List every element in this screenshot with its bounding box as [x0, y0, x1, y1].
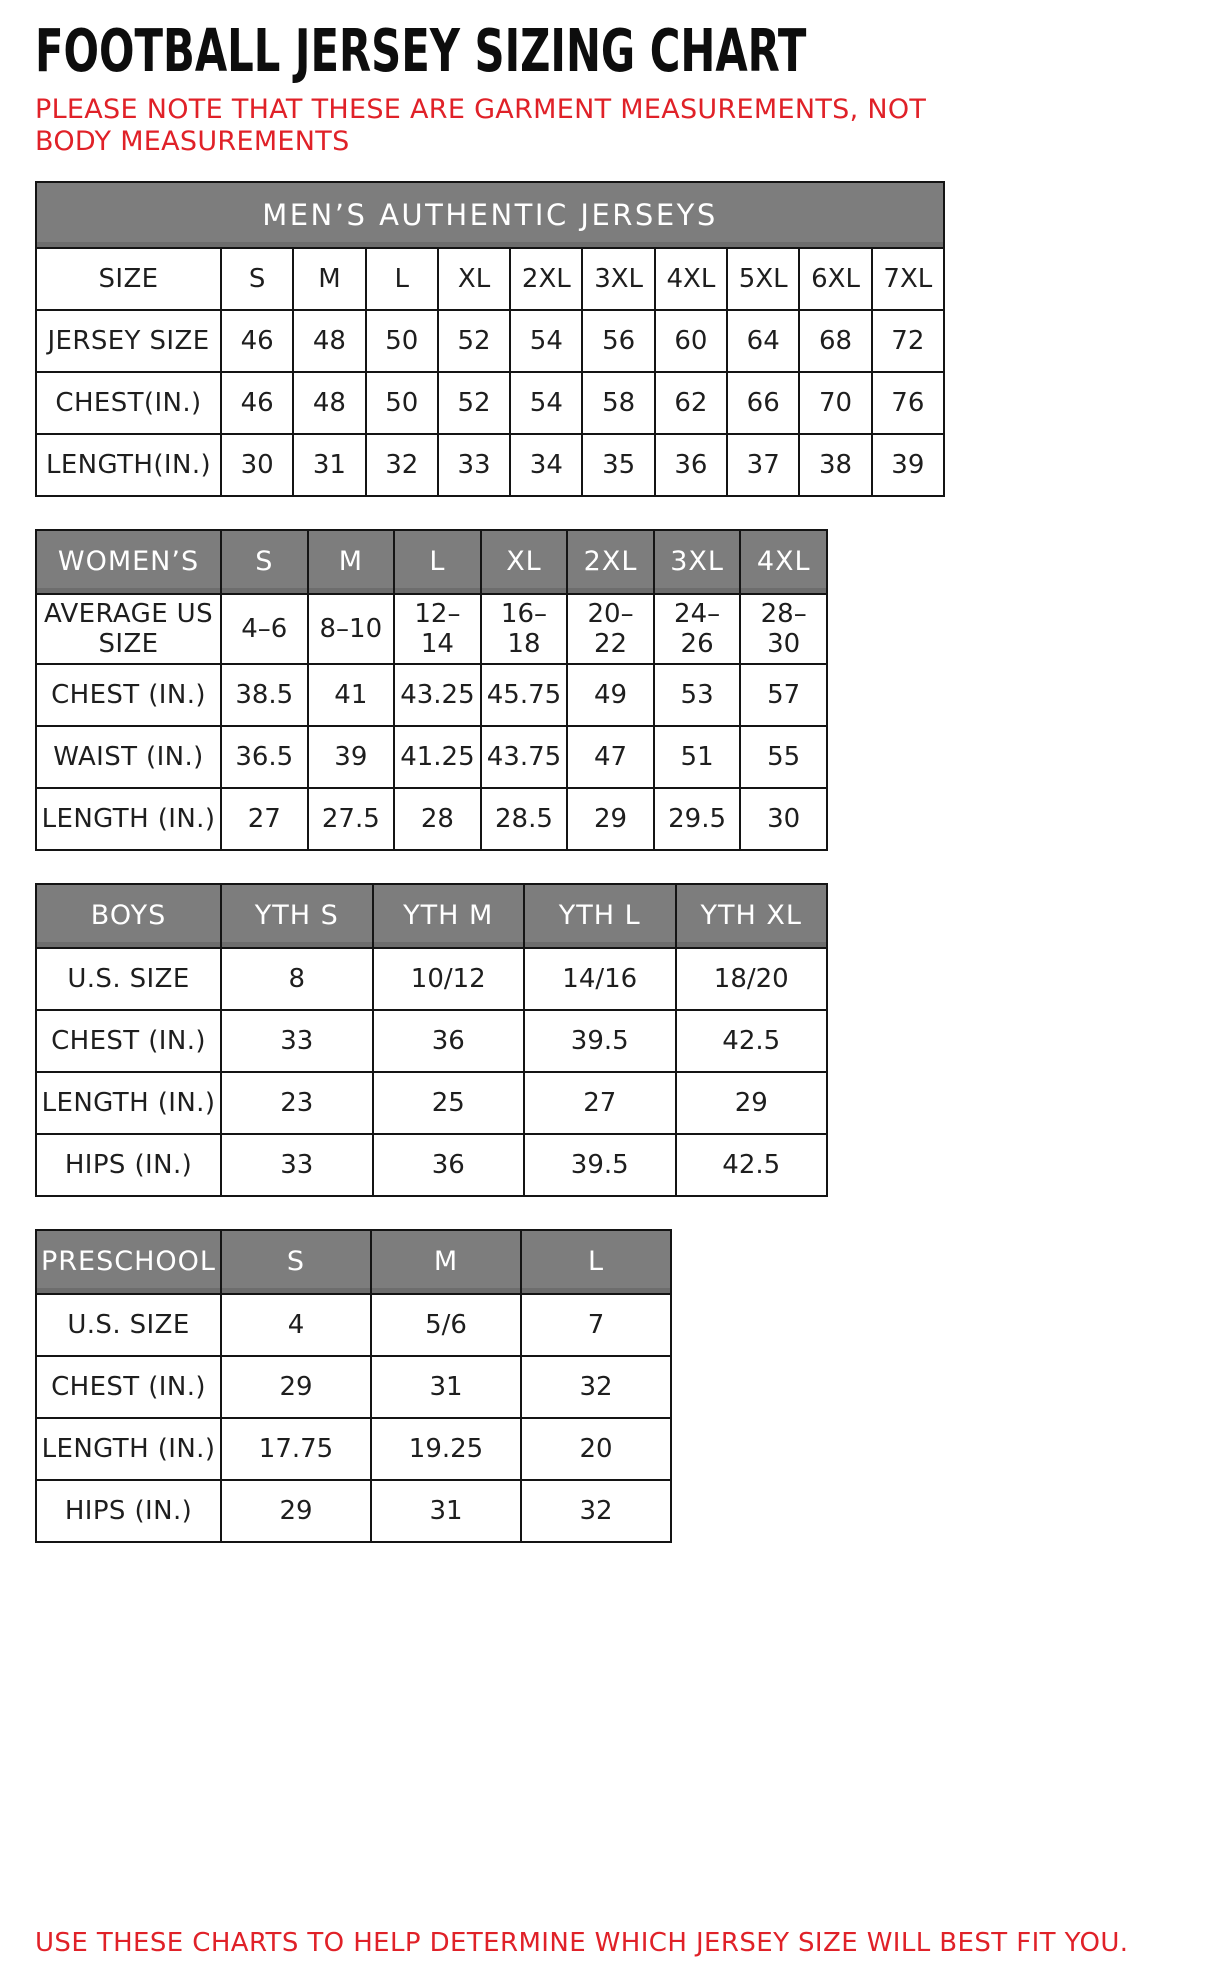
table-row [36, 434, 944, 496]
size-column-header: L [521, 1230, 671, 1294]
value-cell: 53 [654, 664, 741, 726]
row-label: JERSEY SIZE [36, 310, 221, 372]
value-cell: 47 [567, 726, 654, 788]
value-cell: 5XL [727, 248, 799, 310]
value-cell: 19.25 [371, 1418, 521, 1480]
table-row [36, 310, 944, 372]
table-header-label: BOYS [36, 884, 221, 948]
value-cell: 54 [510, 310, 582, 372]
value-cell: 38.5 [221, 664, 308, 726]
value-cell: 70 [799, 372, 871, 434]
table-row [36, 594, 827, 664]
table-row [36, 788, 827, 850]
table-row [36, 664, 827, 726]
table-row [36, 1072, 827, 1134]
value-cell: 76 [872, 372, 944, 434]
value-cell: 60 [655, 310, 727, 372]
table-row [36, 248, 944, 310]
value-cell: 32 [366, 434, 438, 496]
value-cell: 28 [394, 788, 481, 850]
value-cell: 27.5 [308, 788, 395, 850]
preschool-sizing-table-section [35, 1229, 1185, 1543]
size-column-header: XL [481, 530, 568, 594]
value-cell: 4–6 [221, 594, 308, 664]
value-cell: 50 [366, 372, 438, 434]
value-cell: 27 [524, 1072, 676, 1134]
value-cell: 57 [740, 664, 827, 726]
value-cell: 36.5 [221, 726, 308, 788]
table-row [36, 1294, 671, 1356]
table-row [36, 1010, 827, 1072]
value-cell: 29 [221, 1356, 371, 1418]
value-cell: XL [438, 248, 510, 310]
value-cell: 52 [438, 372, 510, 434]
value-cell: 29 [567, 788, 654, 850]
value-cell: 51 [654, 726, 741, 788]
table-header-row [36, 530, 827, 594]
value-cell: M [293, 248, 365, 310]
value-cell: 32 [521, 1356, 671, 1418]
value-cell: 41 [308, 664, 395, 726]
value-cell: 3XL [582, 248, 654, 310]
value-cell: 37 [727, 434, 799, 496]
row-label: CHEST(IN.) [36, 372, 221, 434]
value-cell: 8–10 [308, 594, 395, 664]
table-row [36, 1418, 671, 1480]
value-cell: 43.75 [481, 726, 568, 788]
size-column-header: S [221, 530, 308, 594]
row-label: CHEST (IN.) [36, 1356, 221, 1418]
value-cell: 54 [510, 372, 582, 434]
table-title: MEN’S AUTHENTIC JERSEYS [36, 182, 944, 248]
row-label: LENGTH (IN.) [36, 788, 221, 850]
row-label: CHEST (IN.) [36, 1010, 221, 1072]
value-cell: 39.5 [524, 1134, 676, 1196]
value-cell: 72 [872, 310, 944, 372]
value-cell: 41.25 [394, 726, 481, 788]
value-cell: 39.5 [524, 1010, 676, 1072]
value-cell: 55 [740, 726, 827, 788]
table-row [36, 726, 827, 788]
value-cell: 38 [799, 434, 871, 496]
row-label: CHEST (IN.) [36, 664, 221, 726]
mens-size-table [35, 181, 945, 497]
row-label: HIPS (IN.) [36, 1134, 221, 1196]
fit-advice-footer: USE THESE CHARTS TO HELP DETERMINE WHICH JERSEY SIZE WILL BEST FIT YOU. [35, 1928, 1129, 1958]
value-cell: 23 [221, 1072, 373, 1134]
table-title-row [36, 182, 944, 248]
value-cell: 10/12 [373, 948, 525, 1010]
row-label: SIZE [36, 248, 221, 310]
value-cell: 42.5 [676, 1134, 828, 1196]
value-cell: 25 [373, 1072, 525, 1134]
value-cell: 20–22 [567, 594, 654, 664]
value-cell: 42.5 [676, 1010, 828, 1072]
value-cell: 24–26 [654, 594, 741, 664]
value-cell: 68 [799, 310, 871, 372]
value-cell: 36 [373, 1134, 525, 1196]
value-cell: 46 [221, 310, 293, 372]
value-cell: 56 [582, 310, 654, 372]
page-title: FOOTBALL JERSEY SIZING CHART [35, 16, 807, 86]
value-cell: 12–14 [394, 594, 481, 664]
womens-size-table [35, 529, 828, 851]
value-cell: 28–30 [740, 594, 827, 664]
table-row [36, 948, 827, 1010]
value-cell: 36 [655, 434, 727, 496]
value-cell: 7XL [872, 248, 944, 310]
table-header-row [36, 1230, 671, 1294]
womens-sizing-table-section [35, 529, 1185, 851]
value-cell: 18/20 [676, 948, 828, 1010]
preschool-size-table [35, 1229, 672, 1543]
boys-sizing-table-section [35, 883, 1185, 1197]
size-column-header: 3XL [654, 530, 741, 594]
value-cell: 39 [872, 434, 944, 496]
row-label: LENGTH(IN.) [36, 434, 221, 496]
value-cell: 4 [221, 1294, 371, 1356]
size-column-header: YTH M [373, 884, 525, 948]
value-cell: 17.75 [221, 1418, 371, 1480]
size-column-header: S [221, 1230, 371, 1294]
value-cell: 2XL [510, 248, 582, 310]
row-label: HIPS (IN.) [36, 1480, 221, 1542]
value-cell: 46 [221, 372, 293, 434]
boys-size-table [35, 883, 828, 1197]
value-cell: 52 [438, 310, 510, 372]
size-column-header: M [371, 1230, 521, 1294]
value-cell: 39 [308, 726, 395, 788]
value-cell: 50 [366, 310, 438, 372]
value-cell: 16–18 [481, 594, 568, 664]
row-label: U.S. SIZE [36, 1294, 221, 1356]
table-header-label: WOMEN’S [36, 530, 221, 594]
value-cell: 14/16 [524, 948, 676, 1010]
size-column-header: YTH L [524, 884, 676, 948]
size-column-header: M [308, 530, 395, 594]
value-cell: 31 [371, 1480, 521, 1542]
table-header-label: PRESCHOOL [36, 1230, 221, 1294]
value-cell: 33 [221, 1010, 373, 1072]
value-cell: 48 [293, 310, 365, 372]
value-cell: 35 [582, 434, 654, 496]
value-cell: 31 [371, 1356, 521, 1418]
value-cell: 33 [221, 1134, 373, 1196]
value-cell: 28.5 [481, 788, 568, 850]
value-cell: 31 [293, 434, 365, 496]
value-cell: 6XL [799, 248, 871, 310]
value-cell: 30 [740, 788, 827, 850]
table-row [36, 1480, 671, 1542]
size-column-header: YTH S [221, 884, 373, 948]
table-header-row [36, 884, 827, 948]
value-cell: 27 [221, 788, 308, 850]
value-cell: 20 [521, 1418, 671, 1480]
table-row [36, 1134, 827, 1196]
value-cell: 5/6 [371, 1294, 521, 1356]
garment-measurement-note: PLEASE NOTE THAT THESE ARE GARMENT MEASUREMENTS, NOT BODY MEASUREMENTS [35, 94, 927, 158]
value-cell: 62 [655, 372, 727, 434]
value-cell: 64 [727, 310, 799, 372]
row-label: WAIST (IN.) [36, 726, 221, 788]
size-column-header: 2XL [567, 530, 654, 594]
size-column-header: 4XL [740, 530, 827, 594]
value-cell: 43.25 [394, 664, 481, 726]
value-cell: 48 [293, 372, 365, 434]
value-cell: S [221, 248, 293, 310]
row-label: LENGTH (IN.) [36, 1072, 221, 1134]
mens-authentic-jerseys-table-section [35, 181, 1185, 497]
size-column-header: YTH XL [676, 884, 828, 948]
table-row [36, 372, 944, 434]
row-label: LENGTH (IN.) [36, 1418, 221, 1480]
table-row [36, 1356, 671, 1418]
value-cell: 8 [221, 948, 373, 1010]
value-cell: 29.5 [654, 788, 741, 850]
value-cell: 7 [521, 1294, 671, 1356]
value-cell: L [366, 248, 438, 310]
value-cell: 58 [582, 372, 654, 434]
value-cell: 29 [221, 1480, 371, 1542]
value-cell: 66 [727, 372, 799, 434]
value-cell: 29 [676, 1072, 828, 1134]
value-cell: 49 [567, 664, 654, 726]
row-label: AVERAGE US SIZE [36, 594, 221, 664]
value-cell: 34 [510, 434, 582, 496]
row-label: U.S. SIZE [36, 948, 221, 1010]
size-column-header: L [394, 530, 481, 594]
value-cell: 4XL [655, 248, 727, 310]
value-cell: 45.75 [481, 664, 568, 726]
value-cell: 36 [373, 1010, 525, 1072]
value-cell: 33 [438, 434, 510, 496]
value-cell: 32 [521, 1480, 671, 1542]
value-cell: 30 [221, 434, 293, 496]
